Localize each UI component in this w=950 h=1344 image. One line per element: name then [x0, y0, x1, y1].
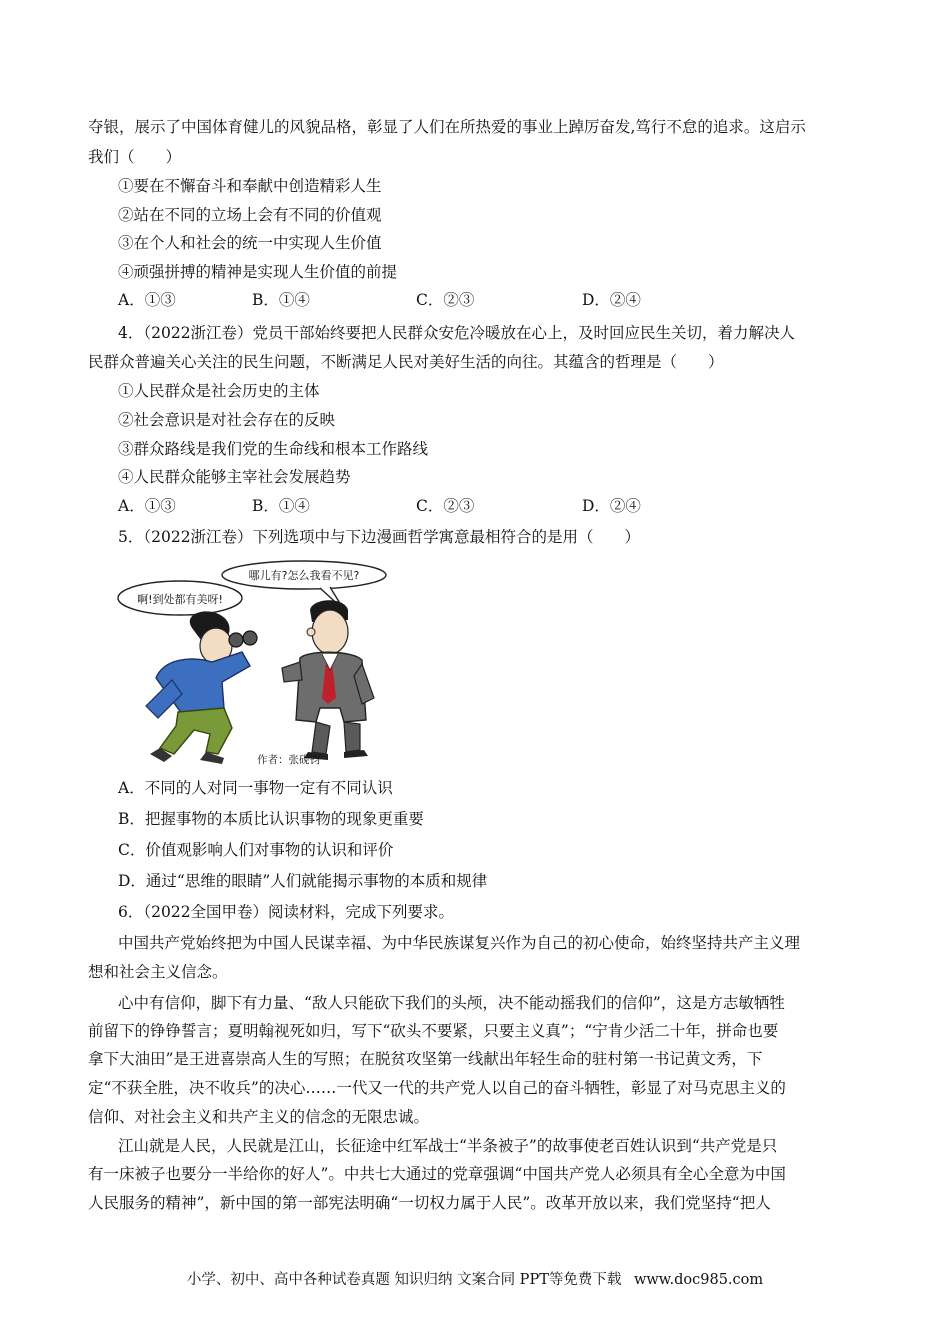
- q4-options: [118, 496, 718, 516]
- q3-option-d: D．②④: [582, 291, 641, 309]
- q3-option-a: A．①③: [118, 291, 176, 309]
- bubble-left-text: 啊!到处都有美呀!: [137, 593, 223, 606]
- q5-option-c: C．价值观影响人们对事物的认识和评价: [118, 841, 394, 859]
- q5-option-d: D．通过“思维的眼睛”人们就能揭示事物的本质和规律: [118, 872, 488, 890]
- q3-statement-4: ④顽强拼搏的精神是实现人生价值的前提: [118, 263, 398, 281]
- q4-statement-4: ④人民群众能够主宰社会发展趋势: [118, 468, 351, 486]
- bubble-right-text: 哪儿有?怎么我看不见?: [248, 569, 360, 582]
- q6-para1-line2: 想和社会主义信念。: [88, 963, 228, 981]
- q6-para2-line4: 定“不获全胜，决不收兵”的决心……一代又一代的共产党人以自己的奋斗牺牲，彰显了对马克思主义的: [88, 1079, 786, 1097]
- q3-statement-3: ③在个人和社会的统一中实现人生价值: [118, 234, 382, 252]
- q6-para2-line1: 心中有信仰，脚下有力量、“敌人只能砍下我们的头颅，决不能动摇我们的信仰”，这是方志敏牺牲: [118, 994, 785, 1012]
- q3-option-b: B．①④: [252, 291, 310, 309]
- q5-option-b: B．把握事物的本质比认识事物的现象更重要: [118, 810, 424, 828]
- q4-statement-3: ③群众路线是我们党的生命线和根本工作路线: [118, 440, 429, 458]
- cartoon-drawing: [112, 558, 402, 770]
- q5-option-a: A．不同的人对同一事物一定有不同认识: [118, 779, 393, 797]
- footer-text: 小学、初中、高中各种试卷真题 知识归纳 文案合同 PPT等免费下载: [186, 1272, 622, 1288]
- q4-option-c: C．②③: [416, 497, 475, 515]
- q4-stem-line1: 4．（2022浙江卷）党员干部始终要把人民群众安危冷暖放在心上，及时回应民生关切，着力解决人: [118, 324, 796, 342]
- q3-statement-2: ②站在不同的立场上会有不同的价值观: [118, 206, 382, 224]
- q4-stem-line2: 民群众普遍关心关注的民生问题，不断满足人民对美好生活的向往。其蕴含的哲理是（ ）: [88, 353, 724, 371]
- q3-option-c: C．②③: [416, 291, 475, 309]
- q4-statement-2: ②社会意识是对社会存在的反映: [118, 411, 336, 429]
- q6-para3-line1: 江山就是人民，人民就是江山，长征途中红军战士“半条被子”的故事使老百姓认识到“共产党是只: [118, 1137, 778, 1155]
- q3-statement-1: ①要在不懈奋斗和奉献中创造精彩人生: [118, 177, 382, 195]
- q4-statement-1: ①人民群众是社会历史的主体: [118, 382, 320, 400]
- q6-para3-line3: 人民服务的精神”，新中国的第一部宪法明确“一切权力属于人民”。改革开放以来，我们党坚持“把人: [88, 1194, 771, 1212]
- q3-options: [118, 290, 718, 310]
- q3-stem-line1: 夺银，展示了中国体育健儿的风貌品格，彰显了人们在所热爱的事业上踔厉奋发,笃行不怠的追求。这启示: [88, 118, 806, 136]
- figure-left-enthusiast: [146, 611, 257, 764]
- q6-para2-line2: 前留下的铮铮誓言；夏明翰视死如归，写下“砍头不要紧，只要主义真”；“宁肯少活二十年，拼命也要: [88, 1022, 779, 1040]
- q6-para1-line1: 中国共产党始终把为中国人民谋幸福、为中华民族谋复兴作为自己的初心使命，始终坚持共产主义理: [118, 934, 801, 952]
- footer-url[interactable]: www.doc985.com: [633, 1272, 764, 1288]
- figure-right-skeptic: [282, 600, 374, 760]
- q6-para2-line5: 信仰、对社会主义和共产主义的信念的无限忠诚。: [88, 1108, 430, 1126]
- q6-stem: 6．（2022全国甲卷）阅读材料，完成下列要求。: [118, 903, 455, 921]
- cartoon-author: 作者：张砚钧: [257, 754, 320, 766]
- q4-option-d: D．②④: [582, 497, 641, 515]
- q5-stem: 5．（2022浙江卷）下列选项中与下边漫画哲学寓意最相符合的是用（ ）: [118, 528, 641, 546]
- q3-stem-line2: 我们（ ）: [88, 148, 182, 166]
- cartoon-illustration: [112, 558, 402, 770]
- q4-option-a: A．①③: [118, 497, 176, 515]
- q6-para3-line2: 有一床被子也要分一半给你的好人”。中共七大通过的党章强调“中国共产党人必须具有全心全意为中国: [88, 1165, 786, 1183]
- q6-para2-line3: 拿下大油田”是王进喜崇高人生的写照；在脱贫攻坚第一线献出年轻生命的驻村第一书记黄文秀，下: [88, 1050, 763, 1068]
- q4-option-b: B．①④: [252, 497, 310, 515]
- page-footer: [0, 1270, 950, 1290]
